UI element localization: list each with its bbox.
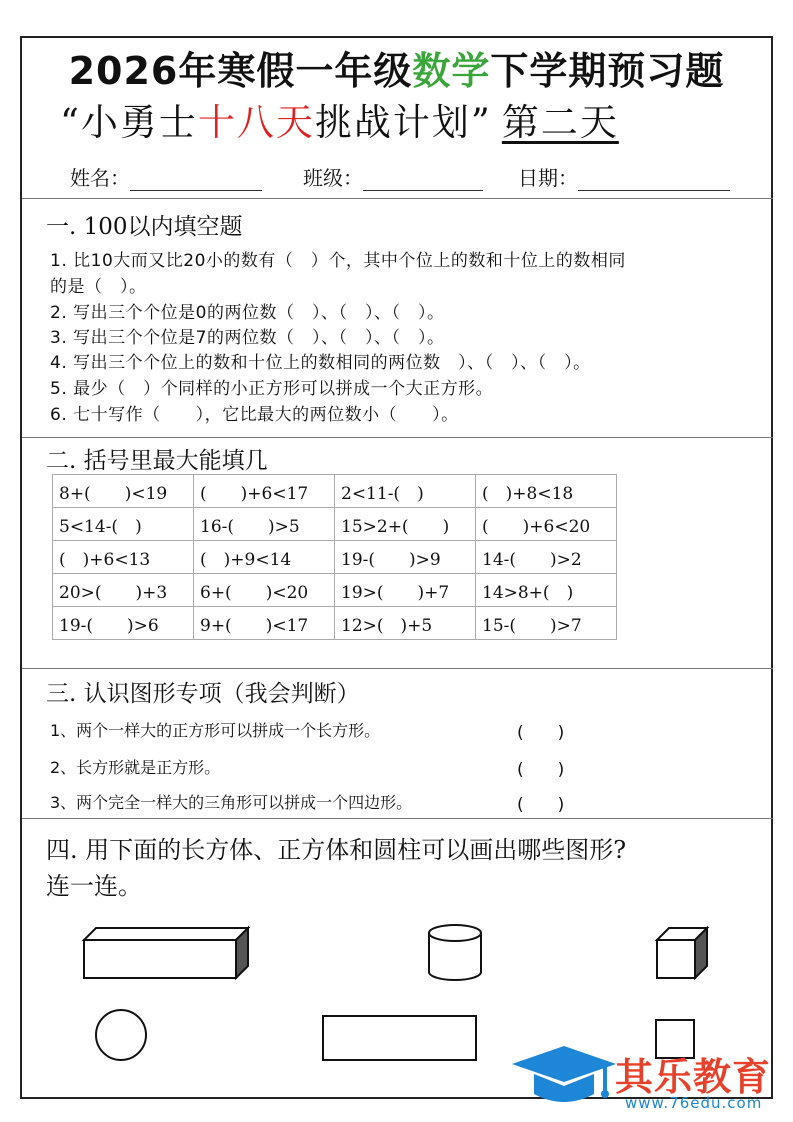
table-cell[interactable]: ( )+6<13 [53, 541, 194, 574]
circle-shape[interactable] [96, 1010, 146, 1060]
cube-shape[interactable] [657, 928, 707, 978]
table-cell[interactable]: 14>8+( ) [476, 574, 617, 607]
judge-item-3: 3、两个完全一样大的三角形可以拼成一个四边形。 [50, 793, 413, 812]
table-cell[interactable]: 12>( )+5 [335, 607, 476, 640]
question-3: 3. 写出三个个位是7的两位数（ ）、（ ）、（ ）。 [50, 328, 445, 348]
cylinder-shape[interactable] [429, 925, 481, 980]
question-1a: 1. 比10大而又比20小的数有（ ）个，其中个位上的数和十位上的数相同 [50, 251, 626, 271]
table-cell[interactable]: ( )+6<17 [194, 475, 335, 508]
table-cell[interactable]: 15-( )>7 [476, 607, 617, 640]
section2-title: 二. 括号里最大能填几 [46, 448, 268, 474]
date-label: 日期： [518, 166, 578, 190]
table-cell[interactable]: 14-( )>2 [476, 541, 617, 574]
table-cell[interactable]: 20>( )+3 [53, 574, 194, 607]
table-cell[interactable]: 9+( )<17 [194, 607, 335, 640]
section1-title: 一. 100以内填空题 [46, 214, 243, 240]
judge-answer-2[interactable]: ( ) [517, 760, 565, 780]
table-cell[interactable]: 19>( )+7 [335, 574, 476, 607]
cuboid-shape[interactable] [84, 928, 248, 978]
question-1b: 的是（ ）。 [50, 277, 147, 297]
table-cell[interactable]: ( )+8<18 [476, 475, 617, 508]
table-cell[interactable]: 5<14-( ) [53, 508, 194, 541]
judge-item-2: 2、长方形就是正方形。 [50, 758, 221, 777]
question-6: 6. 七十写作（ ），它比最大的两位数小（ ）。 [50, 405, 459, 425]
question-4: 4. 写出三个个位上的数和十位上的数相同的两位数 ）、（ ）、（ ）。 [50, 353, 591, 373]
judge-item-1: 1、两个一样大的正方形可以拼成一个长方形。 [50, 721, 381, 740]
table-cell[interactable]: 19-( )>9 [335, 541, 476, 574]
judge-answer-3[interactable]: ( ) [517, 795, 565, 815]
brand-name: 其乐教育 [615, 1055, 772, 1099]
rectangle-shape[interactable] [323, 1016, 476, 1060]
question-2: 2. 写出三个个位是0的两位数（ ）、（ ）、（ ）。 [50, 303, 445, 323]
section4-line1: 四. 用下面的长方体、正方体和圆柱可以画出哪些图形? [46, 836, 627, 864]
brand-url[interactable]: www.76edu.com [625, 1094, 763, 1112]
class-label: 班级： [303, 166, 363, 190]
table-cell[interactable]: 2<11-( ) [335, 475, 476, 508]
plan-open: “小勇士 [60, 101, 198, 144]
table-cell[interactable]: 6+( )<20 [194, 574, 335, 607]
title-subject: 数学 [412, 49, 491, 93]
section4-line2: 连一连。 [46, 872, 142, 900]
title-prefix: 2026年寒假一年级 [68, 49, 413, 93]
table-cell[interactable]: 16-( )>5 [194, 508, 335, 541]
table-cell[interactable]: ( )+9<14 [194, 541, 335, 574]
section3-title: 三. 认识图形专项（我会判断） [46, 681, 360, 707]
table-cell[interactable]: ( )+6<20 [476, 508, 617, 541]
table-cell[interactable]: 15>2+( ) [335, 508, 476, 541]
table-cell[interactable]: 8+( )<19 [53, 475, 194, 508]
plan-red: 十八天 [197, 101, 315, 144]
name-label: 姓名： [70, 166, 130, 190]
table-cell[interactable]: 19-( )>6 [53, 607, 194, 640]
day-label: 第二天 [501, 101, 619, 144]
question-5: 5. 最少（ ）个同样的小正方形可以拼成一个大正方形。 [50, 379, 494, 399]
title-suffix: 下学期预习题 [490, 49, 725, 93]
judge-answer-1[interactable]: ( ) [517, 723, 565, 743]
plan-close: 挑战计划” [314, 101, 492, 144]
